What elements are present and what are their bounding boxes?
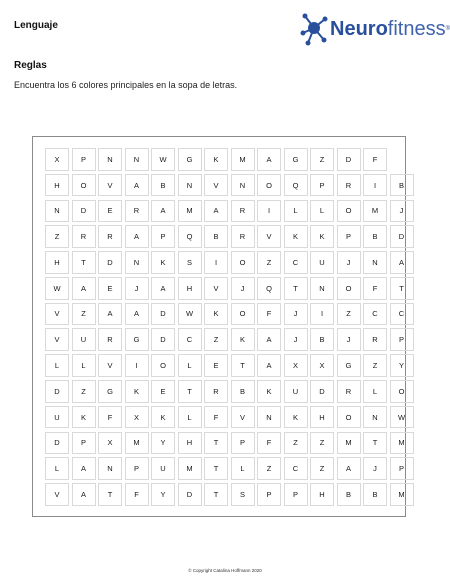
grid-cell[interactable]: A: [125, 174, 149, 197]
grid-cell[interactable]: U: [151, 457, 175, 480]
grid-cell[interactable]: N: [363, 406, 387, 429]
grid-cell[interactable]: P: [72, 432, 96, 455]
grid-cell[interactable]: P: [72, 148, 96, 171]
grid-cell[interactable]: J: [231, 277, 255, 300]
registered-mark: ®: [445, 26, 450, 32]
grid-cell[interactable]: B: [204, 225, 228, 248]
grid-cell[interactable]: R: [204, 380, 228, 403]
grid-cell[interactable]: L: [231, 457, 255, 480]
grid-cell[interactable]: T: [72, 251, 96, 274]
grid-cell[interactable]: E: [204, 354, 228, 377]
grid-cell[interactable]: R: [125, 200, 149, 223]
grid-cell[interactable]: O: [151, 354, 175, 377]
grid-cell[interactable]: A: [390, 251, 414, 274]
brand-logo: [300, 12, 450, 46]
grid-cell[interactable]: C: [284, 251, 308, 274]
grid-cell[interactable]: J: [337, 251, 361, 274]
grid-cell[interactable]: M: [231, 148, 255, 171]
grid-cell[interactable]: J: [363, 457, 387, 480]
grid-cell[interactable]: F: [204, 406, 228, 429]
grid-cell[interactable]: B: [363, 483, 387, 506]
grid-cell[interactable]: R: [363, 328, 387, 351]
grid-cell[interactable]: R: [72, 225, 96, 248]
grid-cell[interactable]: C: [363, 303, 387, 326]
grid-cell[interactable]: R: [231, 200, 255, 223]
grid-cell[interactable]: B: [337, 483, 361, 506]
grid-cell[interactable]: T: [98, 483, 122, 506]
grid-cell[interactable]: O: [231, 303, 255, 326]
grid-cell[interactable]: N: [363, 251, 387, 274]
grid-cell[interactable]: A: [125, 303, 149, 326]
grid-cell[interactable]: X: [125, 406, 149, 429]
grid-cell[interactable]: N: [231, 174, 255, 197]
grid-cell[interactable]: O: [337, 200, 361, 223]
grid-cell[interactable]: Z: [72, 303, 96, 326]
grid-cell[interactable]: F: [125, 483, 149, 506]
grid-cell[interactable]: B: [310, 328, 334, 351]
grid-cell[interactable]: F: [257, 303, 281, 326]
grid-cell[interactable]: Y: [390, 354, 414, 377]
grid-cell[interactable]: L: [363, 380, 387, 403]
grid-cell[interactable]: O: [390, 380, 414, 403]
grid-cell[interactable]: O: [231, 251, 255, 274]
brand-name-bold: Neuro: [330, 18, 388, 40]
grid-cell[interactable]: P: [390, 457, 414, 480]
grid-cell[interactable]: Z: [363, 354, 387, 377]
grid-cell[interactable]: M: [363, 200, 387, 223]
grid-cell[interactable]: Z: [72, 380, 96, 403]
grid-cell[interactable]: J: [284, 303, 308, 326]
grid-cell[interactable]: P: [151, 225, 175, 248]
grid-cell[interactable]: M: [390, 432, 414, 455]
grid-cell[interactable]: V: [257, 225, 281, 248]
grid-cell[interactable]: D: [98, 251, 122, 274]
grid-cell[interactable]: F: [363, 148, 387, 171]
grid-cell[interactable]: V: [231, 406, 255, 429]
neuron-icon: [300, 12, 330, 46]
grid-cell[interactable]: F: [98, 406, 122, 429]
grid-cell[interactable]: M: [178, 457, 202, 480]
grid-cell[interactable]: U: [310, 251, 334, 274]
grid-cell[interactable]: I: [310, 303, 334, 326]
word-search-puzzle: [32, 136, 406, 517]
grid-cell[interactable]: Z: [310, 457, 334, 480]
grid-cell[interactable]: X: [310, 354, 334, 377]
grid-cell[interactable]: O: [72, 174, 96, 197]
grid-cell[interactable]: Z: [204, 328, 228, 351]
rules-instruction: Encuentra los 6 colores principales en la sopa de letras.: [14, 80, 238, 90]
grid-cell[interactable]: V: [45, 483, 69, 506]
grid-cell[interactable]: K: [257, 380, 281, 403]
grid-cell[interactable]: T: [231, 354, 255, 377]
grid-cell[interactable]: L: [178, 354, 202, 377]
grid-cell[interactable]: Z: [337, 303, 361, 326]
grid-cell[interactable]: Z: [257, 251, 281, 274]
grid-cell[interactable]: N: [125, 251, 149, 274]
grid-cell[interactable]: L: [284, 200, 308, 223]
grid-cell[interactable]: J: [125, 277, 149, 300]
grid-cell[interactable]: I: [204, 251, 228, 274]
grid-cell[interactable]: R: [337, 380, 361, 403]
grid-cell[interactable]: F: [257, 432, 281, 455]
grid-cell[interactable]: E: [98, 277, 122, 300]
grid-cell[interactable]: Z: [310, 432, 334, 455]
grid-cell[interactable]: A: [72, 457, 96, 480]
grid-cell[interactable]: U: [284, 380, 308, 403]
grid-cell[interactable]: H: [178, 432, 202, 455]
grid-cell[interactable]: I: [125, 354, 149, 377]
grid-cell[interactable]: G: [178, 148, 202, 171]
grid-cell[interactable]: A: [257, 148, 281, 171]
grid-cell[interactable]: H: [178, 277, 202, 300]
grid-cell[interactable]: D: [45, 432, 69, 455]
grid-cell[interactable]: H: [45, 174, 69, 197]
grid-cell[interactable]: A: [204, 200, 228, 223]
grid-cell[interactable]: K: [231, 328, 255, 351]
grid-cell[interactable]: Y: [151, 483, 175, 506]
grid-cell[interactable]: D: [310, 380, 334, 403]
grid-cell[interactable]: N: [310, 277, 334, 300]
grid-cell[interactable]: K: [125, 380, 149, 403]
grid-cell[interactable]: B: [363, 225, 387, 248]
grid-cell[interactable]: U: [45, 406, 69, 429]
grid-cell[interactable]: W: [151, 148, 175, 171]
grid-cell[interactable]: P: [284, 483, 308, 506]
brand-name-light: fitness: [387, 18, 446, 40]
grid-cell[interactable]: G: [284, 148, 308, 171]
grid-cell[interactable]: Q: [257, 277, 281, 300]
grid-cell[interactable]: V: [204, 277, 228, 300]
grid-cell[interactable]: A: [125, 225, 149, 248]
grid-cell[interactable]: R: [98, 225, 122, 248]
brand-name: [330, 18, 450, 40]
grid-cell[interactable]: J: [284, 328, 308, 351]
grid-cell[interactable]: W: [45, 277, 69, 300]
grid-cell[interactable]: U: [72, 328, 96, 351]
grid-cell[interactable]: T: [204, 432, 228, 455]
grid-cell[interactable]: A: [98, 303, 122, 326]
grid-cell[interactable]: H: [310, 406, 334, 429]
grid-cell[interactable]: X: [284, 354, 308, 377]
section-title: Lenguaje: [14, 20, 58, 31]
grid-cell[interactable]: D: [45, 380, 69, 403]
grid-cell[interactable]: H: [310, 483, 334, 506]
rules-title: Reglas: [14, 60, 47, 71]
grid-cell[interactable]: G: [98, 380, 122, 403]
grid-cell[interactable]: O: [337, 406, 361, 429]
grid-cell[interactable]: I: [257, 200, 281, 223]
grid-cell[interactable]: T: [284, 277, 308, 300]
grid-cell[interactable]: P: [231, 432, 255, 455]
grid-cell[interactable]: Z: [257, 457, 281, 480]
grid-cell[interactable]: P: [310, 174, 334, 197]
grid-cell[interactable]: A: [151, 200, 175, 223]
grid-cell[interactable]: D: [151, 303, 175, 326]
grid-cell[interactable]: R: [98, 328, 122, 351]
grid-cell[interactable]: C: [284, 457, 308, 480]
grid-cell[interactable]: D: [72, 200, 96, 223]
grid-cell[interactable]: D: [337, 148, 361, 171]
grid-cell[interactable]: G: [125, 328, 149, 351]
grid-cell[interactable]: P: [257, 483, 281, 506]
grid-cell[interactable]: A: [257, 328, 281, 351]
grid-cell[interactable]: D: [390, 225, 414, 248]
grid-cell[interactable]: L: [72, 354, 96, 377]
grid-cell[interactable]: V: [98, 354, 122, 377]
grid-cell[interactable]: V: [98, 174, 122, 197]
grid-cell[interactable]: B: [231, 380, 255, 403]
grid-cell[interactable]: C: [390, 303, 414, 326]
grid-cell[interactable]: S: [178, 251, 202, 274]
grid-cell[interactable]: N: [98, 148, 122, 171]
grid-cell[interactable]: A: [72, 277, 96, 300]
grid-cell[interactable]: D: [151, 328, 175, 351]
grid-cell[interactable]: L: [45, 457, 69, 480]
grid-cell[interactable]: K: [151, 251, 175, 274]
grid-cell[interactable]: N: [45, 200, 69, 223]
grid-cell[interactable]: N: [98, 457, 122, 480]
letter-grid: [45, 148, 414, 506]
grid-cell[interactable]: P: [390, 328, 414, 351]
grid-cell[interactable]: P: [337, 225, 361, 248]
grid-cell[interactable]: K: [72, 406, 96, 429]
grid-cell[interactable]: M: [390, 483, 414, 506]
grid-cell[interactable]: F: [363, 277, 387, 300]
grid-cell[interactable]: A: [337, 457, 361, 480]
grid-cell[interactable]: K: [204, 303, 228, 326]
grid-cell[interactable]: K: [284, 406, 308, 429]
grid-cell[interactable]: K: [151, 406, 175, 429]
grid-cell[interactable]: D: [178, 483, 202, 506]
grid-cell[interactable]: O: [337, 277, 361, 300]
grid-cell[interactable]: N: [257, 406, 281, 429]
grid-cell[interactable]: L: [310, 200, 334, 223]
grid-cell[interactable]: Q: [178, 225, 202, 248]
grid-cell[interactable]: V: [45, 303, 69, 326]
grid-cell[interactable]: W: [178, 303, 202, 326]
grid-cell[interactable]: K: [204, 148, 228, 171]
grid-cell[interactable]: J: [390, 200, 414, 223]
grid-cell[interactable]: G: [337, 354, 361, 377]
grid-cell[interactable]: M: [125, 432, 149, 455]
grid-cell[interactable]: X: [98, 432, 122, 455]
grid-cell[interactable]: Z: [284, 432, 308, 455]
grid-cell[interactable]: Y: [151, 432, 175, 455]
grid-cell[interactable]: R: [231, 225, 255, 248]
grid-cell[interactable]: A: [151, 277, 175, 300]
grid-cell[interactable]: C: [178, 328, 202, 351]
grid-cell[interactable]: K: [284, 225, 308, 248]
grid-cell[interactable]: R: [337, 174, 361, 197]
grid-cell[interactable]: S: [231, 483, 255, 506]
grid-cell[interactable]: Q: [284, 174, 308, 197]
grid-cell[interactable]: M: [337, 432, 361, 455]
grid-cell[interactable]: L: [178, 406, 202, 429]
grid-cell[interactable]: H: [45, 251, 69, 274]
grid-cell[interactable]: L: [45, 354, 69, 377]
grid-cell[interactable]: T: [363, 432, 387, 455]
grid-cell[interactable]: P: [125, 457, 149, 480]
grid-cell[interactable]: B: [390, 174, 414, 197]
grid-cell[interactable]: T: [204, 483, 228, 506]
grid-cell[interactable]: I: [363, 174, 387, 197]
grid-cell[interactable]: V: [45, 328, 69, 351]
grid-cell[interactable]: T: [390, 277, 414, 300]
grid-cell[interactable]: N: [125, 148, 149, 171]
grid-cell[interactable]: T: [204, 457, 228, 480]
grid-cell[interactable]: K: [310, 225, 334, 248]
grid-cell[interactable]: V: [204, 174, 228, 197]
grid-cell[interactable]: B: [151, 174, 175, 197]
grid-cell[interactable]: E: [98, 200, 122, 223]
grid-cell[interactable]: M: [178, 200, 202, 223]
copyright-footer: © Copyright Catalina Hoffmann 2020: [188, 568, 262, 573]
grid-cell[interactable]: Z: [310, 148, 334, 171]
grid-cell[interactable]: O: [257, 174, 281, 197]
grid-cell[interactable]: E: [151, 380, 175, 403]
grid-cell[interactable]: T: [178, 380, 202, 403]
grid-cell[interactable]: N: [178, 174, 202, 197]
grid-cell[interactable]: W: [390, 406, 414, 429]
grid-cell[interactable]: J: [337, 328, 361, 351]
grid-cell[interactable]: A: [72, 483, 96, 506]
grid-cell[interactable]: Z: [45, 225, 69, 248]
grid-cell[interactable]: X: [45, 148, 69, 171]
grid-cell[interactable]: A: [257, 354, 281, 377]
